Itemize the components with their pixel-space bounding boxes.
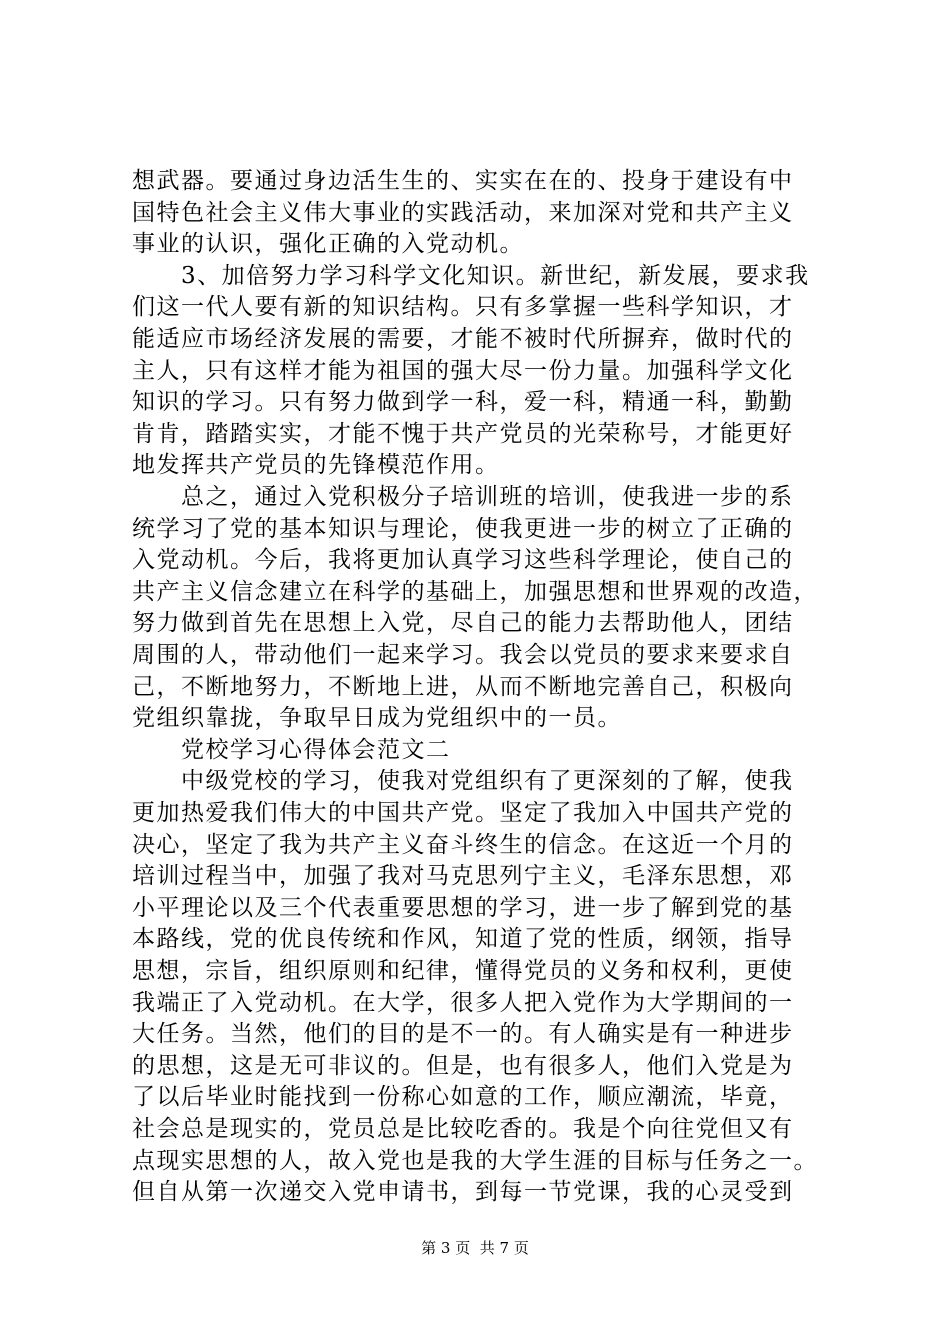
body-line: 中级党校的学习，使我对党组织有了更深刻的了解，使我 xyxy=(132,768,794,795)
body-line: 我端正了入党动机。在大学，很多人把入党作为大学期间的一 xyxy=(132,989,794,1016)
body-line: 了以后毕业时能找到一份称心如意的工作，顺应潮流，毕竟， xyxy=(132,1084,794,1111)
body-line: 想武器。要通过身边活生生的、实实在在的、投身于建设有中 xyxy=(132,168,794,194)
body-line: 周围的人，带动他们一起来学习。我会以党员的要求来要求自 xyxy=(132,642,794,668)
body-line: 但自从第一次递交入党申请书，到每一节党课，我的心灵受到 xyxy=(132,1179,794,1206)
body-line: 3、加倍努力学习科学文化知识。新世纪，新发展，要求我 xyxy=(132,262,810,289)
body-line: 肯肯，踏踏实实，才能不愧于共产党员的光荣称号，才能更好 xyxy=(132,420,794,447)
body-line: 知识的学习。只有努力做到学一科，爱一科，精通一科，勤勤 xyxy=(132,389,794,416)
body-line: 统学习了党的基本知识与理论，使我更进一步的树立了正确的 xyxy=(132,515,794,542)
body-line: 培训过程当中，加强了我对马克思列宁主义，毛泽东思想，邓 xyxy=(132,863,794,890)
body-line: 更加热爱我们伟大的中国共产党。坚定了我加入中国共产党的 xyxy=(132,800,794,826)
body-line: 己，不断地努力，不断地上进，从而不断地完善自己，积极向 xyxy=(132,673,794,700)
body-line: 入党动机。今后，我将更加认真学习这些科学理论，使自己的 xyxy=(132,547,794,574)
page-footer: 第 3 页 共 7 页 xyxy=(421,1239,529,1257)
body-line: 地发挥共产党员的先锋模范作用。 xyxy=(132,452,500,479)
body-line: 国特色社会主义伟大事业的实践活动，来加深对党和共产主义 xyxy=(132,199,794,226)
body-line: 小平理论以及三个代表重要思想的学习，进一步了解到党的基 xyxy=(132,894,794,921)
body-line: 党组织靠拢，争取早日成为党组织中的一员。 xyxy=(132,705,622,732)
body-line: 努力做到首先在思想上入党，尽自己的能力去帮助他人，团结 xyxy=(132,610,794,637)
body-line: 事业的认识，强化正确的入党动机。 xyxy=(132,231,524,258)
section-heading: 党校学习心得体会范文二 xyxy=(132,736,451,763)
body-line: 总之，通过入党积极分子培训班的培训，使我进一步的系 xyxy=(132,484,794,510)
body-line: 思想，宗旨，组织原则和纪律，懂得党员的义务和权利，更使 xyxy=(132,958,794,984)
body-line: 决心，坚定了我为共产主义奋斗终生的信念。在这近一个月的 xyxy=(132,831,794,858)
body-line: 社会总是现实的，党员总是比较吃香的。我是个向往党但又有 xyxy=(132,1116,794,1142)
body-line: 共产主义信念建立在科学的基础上，加强思想和世界观的改造， xyxy=(132,578,818,605)
body-line: 的思想，这是无可非议的。但是，也有很多人，他们入党是为 xyxy=(132,1052,794,1079)
body-line: 大任务。当然，他们的目的是不一的。有人确实是有一种进步 xyxy=(132,1021,794,1048)
body-line: 点现实思想的人，故入党也是我的大学生涯的目标与任务之一。 xyxy=(132,1147,818,1174)
body-line: 们这一代人要有新的知识结构。只有多掌握一些科学知识，才 xyxy=(132,294,794,321)
body-line: 能适应市场经济发展的需要，才能不被时代所摒弃，做时代的 xyxy=(132,326,794,352)
body-line: 本路线，党的优良传统和作风，知道了党的性质，纲领，指导 xyxy=(132,926,794,953)
body-line: 主人，只有这样才能为祖国的强大尽一份力量。加强科学文化 xyxy=(132,357,794,384)
